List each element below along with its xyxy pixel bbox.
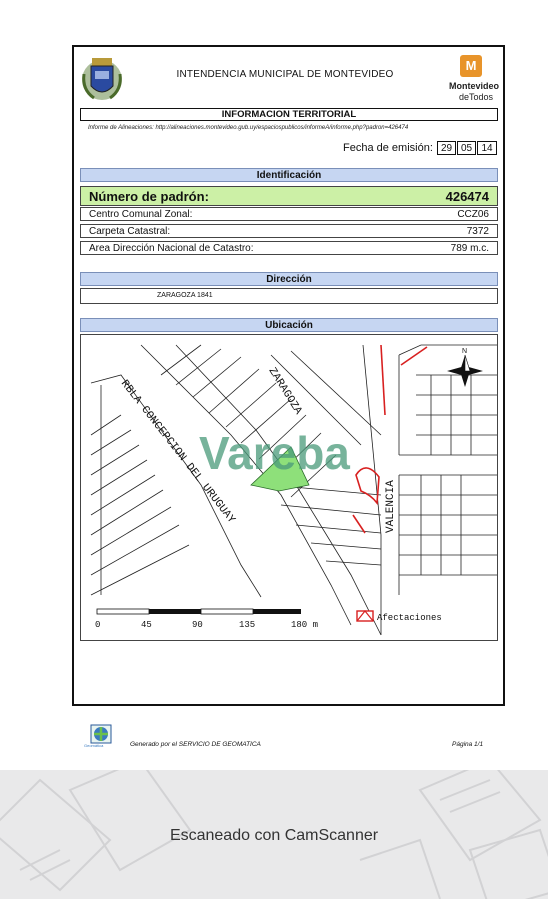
scale-tick: 90 — [192, 620, 203, 630]
legend-label: Afectaciones — [377, 613, 442, 623]
identificacion-heading: Identificación — [80, 168, 498, 182]
report-title: INFORMACION TERRITORIAL — [80, 108, 498, 121]
montevideo-crest-logo — [80, 54, 124, 102]
info-row — [80, 207, 498, 221]
fecha-day: 29 — [437, 141, 456, 155]
header-title: INTENDENCIA MUNICIPAL DE MONTEVIDEO — [176, 69, 394, 80]
direccion-row — [80, 288, 498, 304]
info-row — [80, 241, 498, 255]
scale-bar — [97, 609, 301, 614]
watermark-text: Vareba — [199, 427, 350, 479]
street-label-zaragoza: ZARAGOZA — [265, 365, 304, 417]
info-row-value: CCZ06 — [457, 209, 489, 220]
afectacion-area — [356, 468, 379, 503]
map-drawing — [81, 335, 498, 641]
north-arrow-icon — [447, 355, 483, 387]
info-row-label: Area Dirección Nacional de Catastro: — [89, 243, 254, 254]
montevideo-logo-icon: M — [460, 55, 482, 77]
scale-tick: 135 — [239, 620, 256, 630]
fecha-month: 05 — [457, 141, 476, 155]
scale-tick: 45 — [141, 620, 152, 630]
fecha-label: Fecha de emisión: — [343, 142, 433, 154]
camscanner-caption: Escaneado con CamScanner — [169, 827, 379, 844]
padron-value: 426474 — [445, 189, 489, 204]
info-row-value: 7372 — [466, 226, 489, 237]
afectacion-line — [401, 347, 427, 365]
north-label: N — [462, 348, 468, 355]
logo-text-line2: deTodos — [459, 92, 494, 102]
street-label-rbla: RBLA CONCEPCION DEL URUGUAY — [117, 378, 238, 526]
direccion-value: ZARAGOZA 1841 — [157, 292, 213, 299]
footer-generated: Generado por el SERVICIO DE GEOMATICA — [130, 741, 261, 748]
geomatica-label: Geomática — [84, 743, 104, 748]
info-row-value: 789 m.c. — [450, 243, 489, 254]
info-row — [80, 224, 498, 238]
scale-tick: 0 — [95, 620, 101, 630]
footer-page-number: Página 1/1 — [452, 741, 484, 748]
afectacion-line — [381, 345, 385, 415]
geomatica-logo-icon — [90, 724, 112, 744]
padron-label: Número de padrón: — [89, 189, 209, 204]
direccion-heading: Dirección — [80, 272, 498, 286]
fecha-year: 14 — [477, 141, 497, 155]
afectaciones-legend-icon — [357, 611, 373, 621]
scale-tick: 180 m — [291, 620, 319, 630]
street-label-valencia: VALENCIA — [385, 480, 397, 533]
ubicacion-heading: Ubicación — [80, 318, 498, 332]
logo-text-line1: Montevideo — [449, 81, 500, 91]
padron-row — [80, 186, 498, 206]
info-row-label: Centro Comunal Zonal: — [89, 209, 193, 220]
info-row-label: Carpeta Catastral: — [89, 226, 171, 237]
report-url: Informe de Alineaciones: http://alineaciones.montevideo.gub.uy/espaciospublicos/informeA/informe.php?padron=426474 — [88, 125, 409, 131]
location-map — [80, 334, 498, 641]
